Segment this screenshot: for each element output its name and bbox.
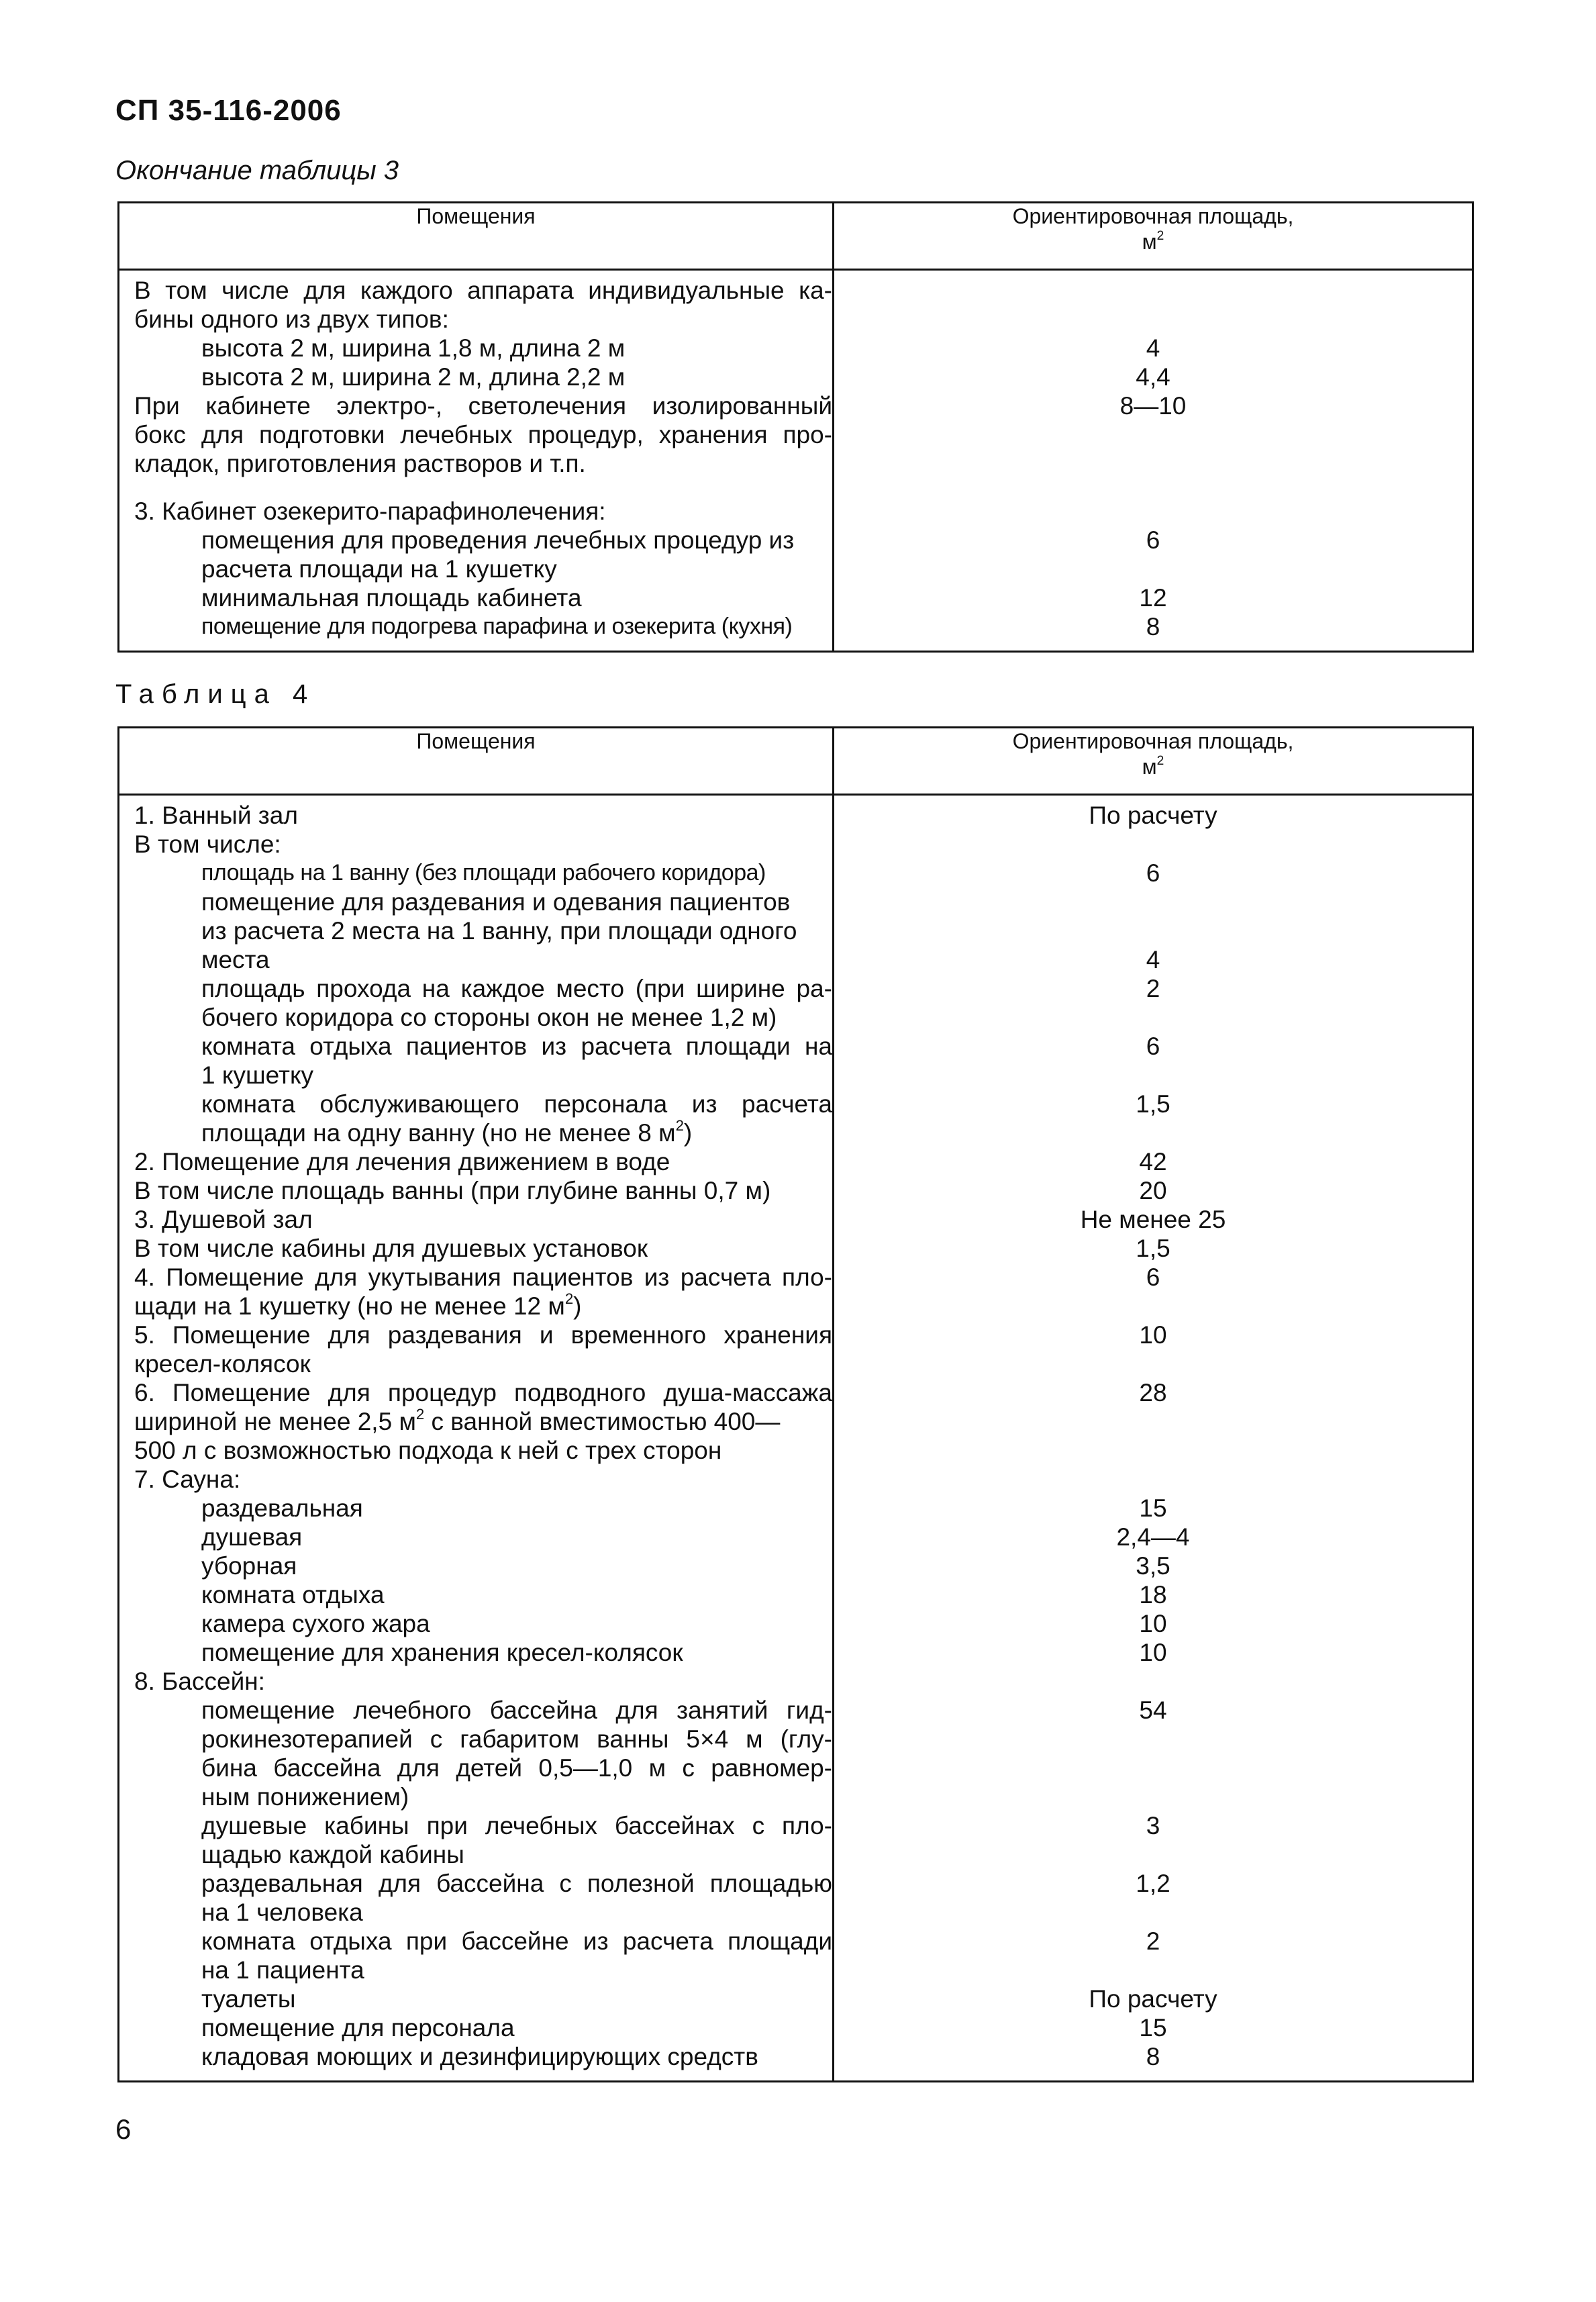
table-line: расчета площади на 1 кушетку: [201, 555, 557, 583]
area-value: [834, 420, 1472, 449]
area-value: [834, 1840, 1472, 1869]
table-line: из расчета 2 места на 1 ванну, при площади одного: [201, 917, 797, 945]
area-value: [834, 555, 1472, 583]
table-line: раздевальная для бассейна с полезной площадью: [201, 1870, 832, 1897]
table-line: площади на одну ванну (но не менее 8 $м^2$): [201, 1118, 693, 1147]
area-value: По расчету: [1089, 802, 1217, 829]
table-line: 4. Помещение для укутывания пациентов из расчета пло-: [134, 1263, 832, 1291]
table-line: площадь прохода на каждое место (при ширине ра-: [201, 975, 832, 1002]
table-3: [117, 201, 1474, 653]
area-value: По расчету: [1089, 1985, 1217, 2013]
area-value: 15: [1139, 1494, 1167, 1522]
table-line: бины одного из двух типов:: [134, 305, 449, 333]
table-line: помещения для проведения лечебных процедур из: [201, 526, 795, 554]
page-number: 6: [115, 2113, 132, 2145]
table-line: 6. Помещение для процедур подводного душа-массажа: [134, 1379, 832, 1406]
area-value: 15: [1139, 2014, 1167, 2042]
area-value: [834, 1725, 1472, 1754]
table-line: раздевальная: [201, 1494, 363, 1522]
table-line: В том числе:: [134, 830, 281, 858]
header-cell-area: Ориентировочная площадь, $м^2$: [834, 728, 1473, 795]
area-value: 12: [1139, 584, 1167, 612]
area-value: 2: [1146, 1927, 1160, 1955]
header-cell-rooms: Помещения: [119, 728, 834, 795]
area-value: 8: [1146, 2043, 1160, 2070]
area-value: [834, 1003, 1472, 1032]
table-line: уборная: [201, 1552, 297, 1580]
rooms-column: [119, 270, 834, 652]
table-line: камера сухого жара: [201, 1610, 430, 1637]
area-value: 1,5: [1136, 1235, 1170, 1262]
area-value: [834, 830, 1472, 859]
table-line: помещение для подогрева парафина и озекерита (кухня): [201, 614, 793, 639]
table-line: комната отдыха пациентов из расчета площади на: [201, 1033, 832, 1060]
header-cell-area: Ориентировочная площадь, $м^2$: [834, 203, 1473, 270]
area-value: [834, 449, 1472, 478]
table-line: кладовая моющих и дезинфицирующих средств: [201, 2043, 758, 2070]
area-value: 54: [1139, 1696, 1167, 1724]
table-line: бокс для подготовки лечебных процедур, хранения про-: [134, 421, 832, 448]
table-line: шириной не менее 2,5 $м^2$ с ванной вместимостью 400—: [134, 1407, 781, 1435]
area-column: [834, 795, 1473, 2082]
area-value: 1,5: [1136, 1090, 1170, 1118]
area-value: 1,2: [1136, 1870, 1170, 1897]
area-value: 8—10: [1119, 392, 1187, 420]
area-value: 6: [1146, 526, 1160, 554]
area-value: [834, 916, 1472, 945]
table-line: В том числе для каждого аппарата индивидуальные ка-: [134, 277, 832, 304]
table-line: 3. Кабинет озекерито-парафинолечения:: [134, 497, 606, 525]
table-line: помещение для раздевания и одевания пациентов: [201, 888, 791, 916]
table4-caption: Таблица 4: [115, 679, 316, 709]
area-value: [834, 1956, 1472, 1984]
area-value: [834, 1465, 1472, 1494]
table-line: В том числе кабины для душевых установок: [134, 1235, 648, 1262]
table-line: бина бассейна для детей 0,5—1,0 м с равномер-: [201, 1754, 832, 1782]
table-line: 8. Бассейн:: [134, 1668, 265, 1695]
area-value: [834, 1407, 1472, 1436]
table-line: 1 кушетку: [201, 1061, 314, 1089]
area-value: 2: [1146, 975, 1160, 1002]
area-value: 4,4: [1136, 363, 1170, 391]
area-value: 8: [1146, 613, 1160, 640]
area-value: 6: [1146, 1263, 1160, 1291]
table-line: помещение для персонала: [201, 2014, 515, 2042]
table-line: туалеты: [201, 1985, 296, 2013]
area-value: [834, 1436, 1472, 1465]
table-line: помещение для хранения кресел-колясок: [201, 1639, 683, 1666]
table-line: на 1 человека: [201, 1899, 363, 1926]
table-line: душевая: [201, 1523, 303, 1551]
table-line: 7. Сауна:: [134, 1466, 241, 1493]
table-line: кладок, приготовления растворов и т.п.: [134, 450, 586, 477]
table-line: площадь на 1 ванну (без площади рабочего коридора): [201, 860, 766, 885]
table-line: щадью каждой кабины: [201, 1841, 464, 1868]
table-line: 2. Помещение для лечения движением в воде: [134, 1148, 670, 1176]
table3-caption: Окончание таблицы 3: [115, 156, 399, 185]
area-value: 42: [1139, 1148, 1167, 1176]
area-value: 3,5: [1136, 1552, 1170, 1580]
table-line: При кабинете электро-, светолечения изолированный: [134, 392, 832, 420]
table-line: высота 2 м, ширина 2 м, длина 2,2 м: [201, 363, 626, 391]
area-value: 10: [1139, 1610, 1167, 1637]
area-value: [834, 1118, 1472, 1147]
area-value: [834, 1898, 1472, 1927]
table-body-row: [119, 270, 1473, 652]
table-line: на 1 пациента: [201, 1956, 364, 1984]
table-line: комната обслуживающего персонала из расчета: [201, 1090, 832, 1118]
table-line: бочего коридора со стороны окон не менее 1,2 м): [201, 1004, 777, 1031]
table-line: В том числе площадь ванны (при глубине ванны 0,7 м): [134, 1177, 771, 1204]
area-column: [834, 270, 1473, 652]
table-line: высота 2 м, ширина 1,8 м, длина 2 м: [201, 334, 626, 362]
area-value: [834, 305, 1472, 334]
area-value: 18: [1139, 1581, 1167, 1609]
table-4: [117, 726, 1474, 2082]
area-value: 28: [1139, 1379, 1167, 1406]
area-value: 4: [1146, 334, 1160, 362]
table-header-row: [119, 728, 1473, 795]
area-value: 2,4—4: [1116, 1523, 1190, 1551]
area-value: [834, 1754, 1472, 1782]
area-value: 6: [1146, 1033, 1160, 1060]
table-line: 1. Ванный зал: [134, 802, 298, 829]
table-line: места: [201, 946, 270, 973]
area-value: [834, 1667, 1472, 1696]
area-value: [834, 1782, 1472, 1811]
area-value: [834, 497, 1472, 526]
table-line: комната отдыха при бассейне из расчета площади: [201, 1927, 832, 1955]
area-value: [834, 1061, 1472, 1090]
area-value: [834, 276, 1472, 305]
table-line: комната отдыха: [201, 1581, 385, 1609]
area-value: 4: [1146, 946, 1160, 973]
header-cell-rooms: Помещения: [119, 203, 834, 270]
table-header-row: [119, 203, 1473, 270]
area-value: [834, 1349, 1472, 1378]
table-line: рокинезотерапией с габаритом ванны 5×4 м (глу-: [201, 1725, 832, 1753]
document-code: СП 35-116-2006: [115, 94, 342, 127]
area-value: [834, 888, 1472, 916]
table-line: кресел-колясок: [134, 1350, 311, 1378]
table-body-row: [119, 795, 1473, 2082]
table-line: 5. Помещение для раздевания и временного хранения: [134, 1321, 832, 1349]
rooms-column: [119, 795, 834, 2082]
table-line: ным понижением): [201, 1783, 409, 1811]
area-value: Не менее 25: [1080, 1206, 1226, 1233]
area-value: 3: [1146, 1812, 1160, 1839]
table-line: помещение лечебного бассейна для занятий гид-: [201, 1696, 832, 1724]
area-value: 10: [1139, 1639, 1167, 1666]
area-value: 6: [1146, 859, 1160, 887]
area-value: [834, 1292, 1472, 1321]
table-line: 3. Душевой зал: [134, 1206, 313, 1233]
table-line: душевые кабины при лечебных бассейнах с пло-: [201, 1812, 832, 1839]
table-line: щади на 1 кушетку (но не менее 12 $м^2$): [134, 1292, 582, 1320]
table-line: минимальная площадь кабинета: [201, 584, 582, 612]
area-value: 20: [1139, 1177, 1167, 1204]
table-line: 500 л с возможностью подхода к ней с трех сторон: [134, 1437, 722, 1464]
area-value: 10: [1139, 1321, 1167, 1349]
